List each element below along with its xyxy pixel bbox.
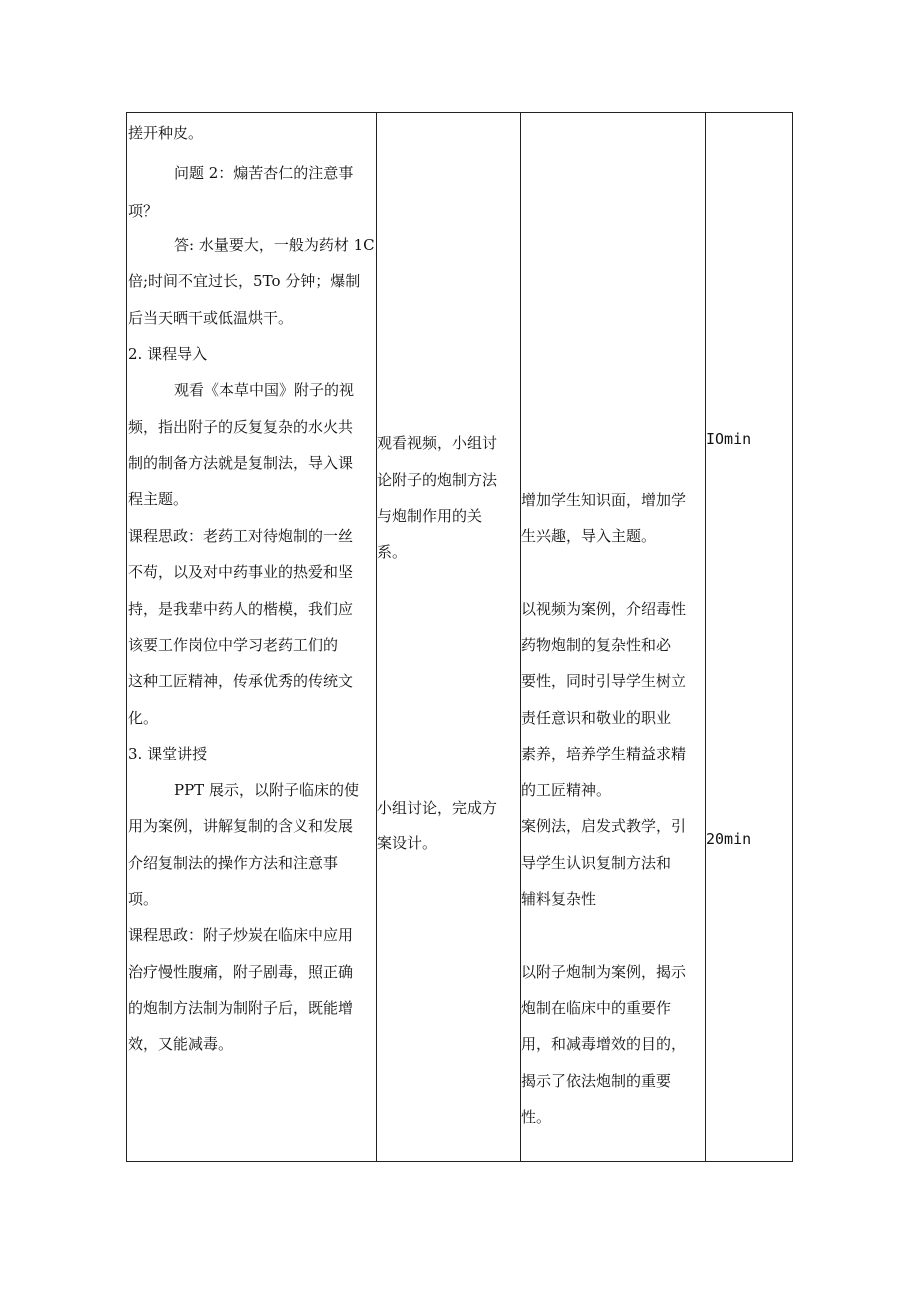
content-line: 这种工匠精神，传承优秀的传统文 <box>128 672 354 690</box>
content-line: 程主题。 <box>128 490 189 508</box>
content-line: 治疗慢性腹痛，附子剧毒，照正确 <box>128 963 354 981</box>
content-line: 问题 2：煽苦杏仁的注意事 <box>174 164 354 182</box>
content-line: 的炮制方法制为制附子后，既能增 <box>128 999 354 1017</box>
content-line: 该要工作岗位中学习老药工们的 <box>128 636 339 654</box>
content-line: 搓开种皮。 <box>128 124 204 142</box>
content-line: PPT 展示，以附子临床的使 <box>174 781 359 799</box>
section-heading: 3. 课堂讲授 <box>128 745 208 763</box>
activity-line: 小组讨论，完成方 <box>377 799 498 817</box>
content-line: 效，又能减毒。 <box>128 1035 234 1053</box>
activity-line: 论附子的炮制方法 <box>377 471 498 489</box>
intent-line: 性。 <box>521 1108 552 1126</box>
intent-line: 的工匠精神。 <box>521 781 612 799</box>
section-heading: 2. 课程导入 <box>128 345 208 363</box>
content-line: 项。 <box>128 890 159 908</box>
content-line: 化。 <box>128 709 159 727</box>
teaching-content-cell <box>128 113 376 1161</box>
content-line: 持，是我辈中药人的楷模，我们应 <box>128 600 354 618</box>
content-line: 用为案例，讲解复制的含义和发展 <box>128 817 354 835</box>
content-line: 频，指出附子的反复复杂的水火共 <box>128 418 354 436</box>
content-line: 倍;时间不宜过长，5To 分钟；爆制 <box>128 272 361 290</box>
intent-line: 揭示了依法炮制的重要 <box>521 1072 672 1090</box>
intent-line: 责任意识和敬业的职业 <box>521 709 672 727</box>
content-line: 观看《本草中国》附子的视 <box>174 381 355 399</box>
student-activity-cell <box>377 113 520 1161</box>
duration-label: IOmin <box>706 430 752 448</box>
intent-line: 辅料复杂性 <box>521 890 597 908</box>
content-line: 项？ <box>128 202 159 220</box>
content-line: 后当天晒干或低温烘干。 <box>128 309 294 327</box>
content-line: 介绍复制法的操作方法和注意事 <box>128 854 339 872</box>
intent-line: 素养，培养学生精益求精 <box>521 745 687 763</box>
activity-line: 案设计。 <box>377 834 438 852</box>
intent-line: 以附子炮制为案例，揭示 <box>521 963 687 981</box>
content-line: 答: 水量要大，一般为药材 1C <box>174 236 375 254</box>
lesson-plan-table <box>126 112 793 1162</box>
activity-line: 与炮制作用的关 <box>377 507 483 525</box>
content-line: 课程思政：老药工对待炮制的一丝 <box>128 527 354 545</box>
content-line: 课程思政：附子炒炭在临床中应用 <box>128 926 354 944</box>
activity-line: 观看视频，小组讨 <box>377 434 498 452</box>
duration-label: 20min <box>706 830 752 848</box>
intent-line: 生兴趣，导入主题。 <box>521 527 657 545</box>
intent-line: 增加学生知识面，增加学 <box>521 491 687 509</box>
intent-line: 要性，同时引导学生树立 <box>521 672 687 690</box>
intent-line: 以视频为案例，介绍毒性 <box>521 600 687 618</box>
content-line: 不苟，以及对中药事业的热爱和坚 <box>128 563 354 581</box>
intent-line: 药物炮制的复杂性和必 <box>521 636 672 654</box>
design-intent-cell <box>521 113 705 1161</box>
intent-line: 炮制在临床中的重要作 <box>521 999 672 1017</box>
content-line: 制的制备方法就是复制法，导入课 <box>128 454 354 472</box>
time-cell <box>706 113 792 1161</box>
activity-line: 系。 <box>377 543 408 561</box>
intent-line: 导学生认识复制方法和 <box>521 854 672 872</box>
intent-line: 用，和减毒增效的目的， <box>521 1035 687 1053</box>
intent-line: 案例法，启发式教学，引 <box>521 817 687 835</box>
